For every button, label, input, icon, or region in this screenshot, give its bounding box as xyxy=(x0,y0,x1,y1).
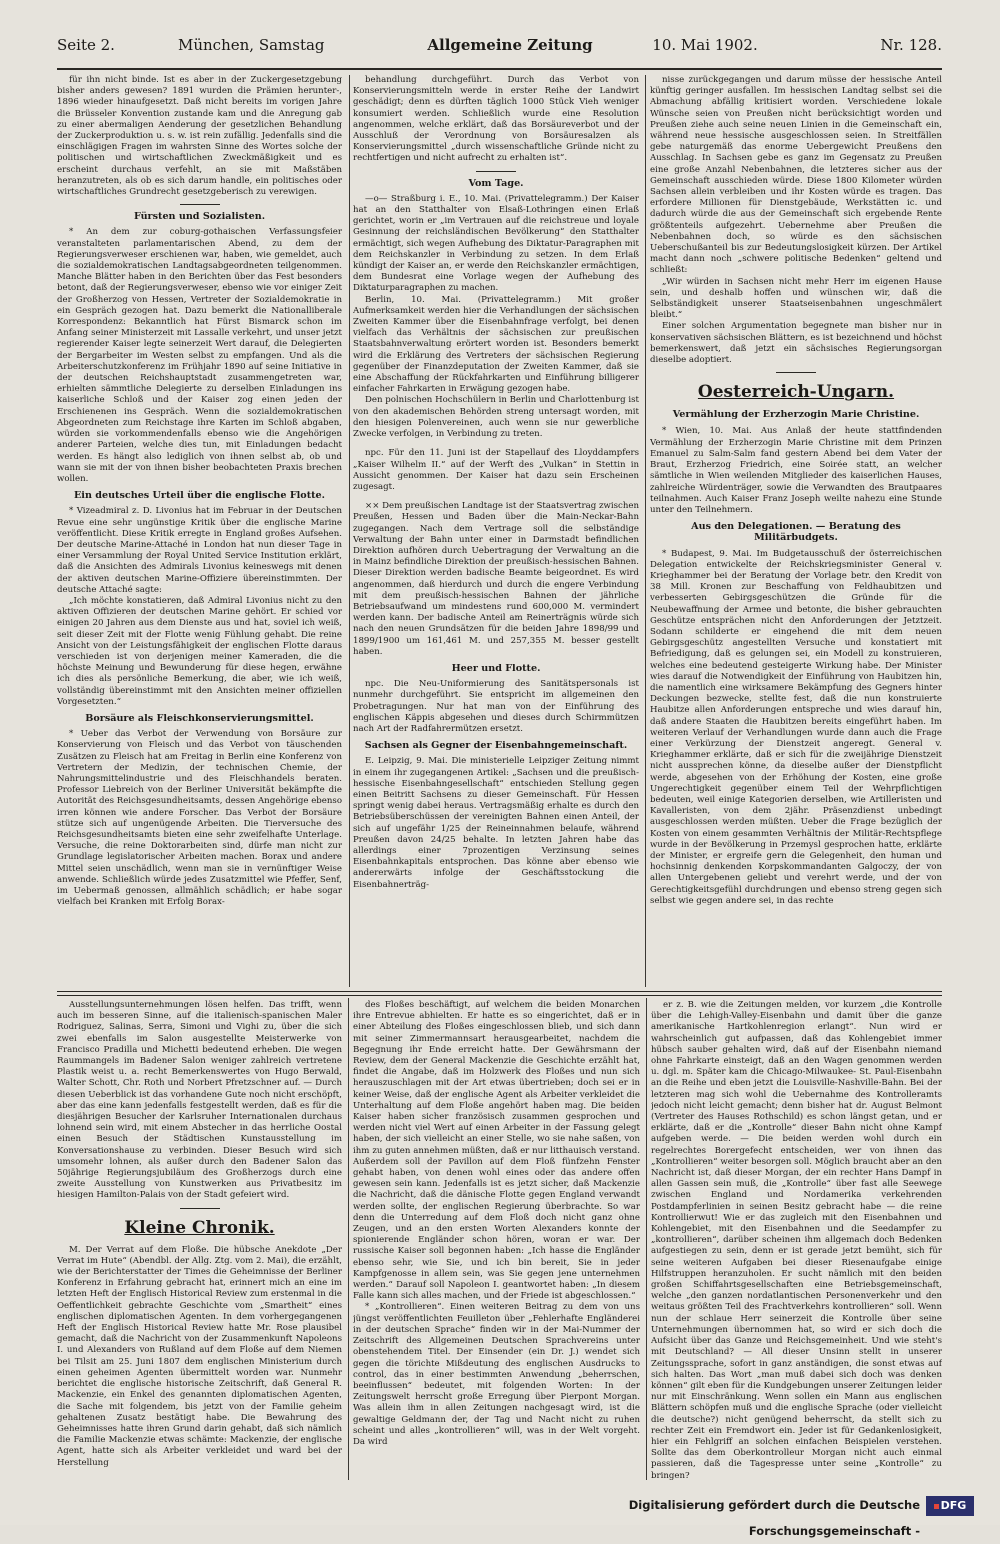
column-4 xyxy=(57,1000,342,1480)
paragraph: des Floßes beschäftigt, auf welchem die beiden Monarchen ihre Entrevue abhielten. Er hatte es so eingerichtet, daß er in einer Abteilung des Floßes eingeschlossen blieb, und sich dann mit seiner Zimmermannsart herausgearbeitet, nachdem die Begegnung ihr Ende erreicht hatte. Der Gewährsmann der Review, dem der General Mackenzie die Geschichte erzählt hat, findet die Angabe, daß im Holzwerk des Floßes und nun sich herauszuschlagen mit der Art etwas übertrieben; doch sei er in keiner Weise, daß der englische Agent als Arbeiter verkleidet die Unterhaltung auf dem Floße angehört haben mag. Die beiden Kaiser haben sicher französisch zusammen gesprochen und werden nicht viel Wert auf einen Arbeiter in der Fassung gelegt haben, der sich vielleicht an einer Stelle, wo sie nahe saßen, von ihm zu guten annehmen müßten, daß er nur litthauisch verstand. Außerdem soll der Pavillon auf dem Floß fünfzehn Fenster gehabt haben, von denen wohl eines oder das andere offen gewesen sein kann. Jedenfalls ist es jetzt sicher, daß Mackenzie die Nachricht, daß die dänische Flotte gegen England verwandt werden sollte, der englischen Regierung überbrachte. So war denn die Unterredung auf dem Floß doch nicht ganz ohne Zeugen, und an den ersten Worten Alexanders konnte der spionierende Engländer schon hören, woran er war. Der russische Kaiser soll begonnen haben: „Ich hasse die Engländer ebenso sehr, wie Sie, und ich bin bereit, Sie in jeder Kampfgenosse in allem sein, was Sie gegen jene unternehmen werden.“ Darauf soll Napoleon I. geantwortet haben: „In diesem Falle kann sich alles machen, und der Friede ist abgeschlossen.“ xyxy=(353,1000,640,1302)
section-heading: Oesterreich-Ungarn. xyxy=(697,382,895,403)
paragraph: * Wien, 10. Mai. Aus Anlaß der heute stattfindenden Vermählung der Erzherzogin Marie Christine mit dem Prinzen Emanuel zu Salm-Salm fand gestern Abend bei dem Vater der Braut, Erzherzog Friedrich, eine Soirée statt, an welcher sämtliche in Wien weilenden Mitglieder des kaiserlichen Hauses, zahlreiche Würdenträger, sowie die Verwandten des Brautpaares teilnahmen. Auch Kaiser Franz Joseph weilte nahezu eine Stunde unter den Teilnehmern. xyxy=(650,426,942,515)
newspaper-title: Allgemeine Zeitung xyxy=(427,36,593,54)
section-heading: Sachsen als Gegner der Eisenbahngemeinschaft. xyxy=(364,740,628,752)
issue-number: Nr. 128. xyxy=(880,36,942,54)
column-1 xyxy=(57,75,342,987)
section-rule xyxy=(776,372,816,373)
section-heading: Fürsten und Sozialisten. xyxy=(133,211,266,223)
paragraph: nisse zurückgegangen und darum müsse der hessische Anteil künftig geringer ausfallen. Im hessischen Landtag selbst sei die Abmachung abfällig kritisiert worden. Verschiedene lokale Wünsche seien von Preußen nicht berücksichtigt worden und Preußen ziehe auch seine neuen Linien in die Gemeinschaft ein, während neue hessische ausgeschlossen seien. In Streitfällen gebe naturgemäß das enorme Uebergewicht Preußens den Ausschlag. In Sachsen gebe es ganz im Gegensatz zu Preußen eine große Anzahl Nebenbahnen, die letzteres sicher aus der Gemeinschaft ausschieden würde. Diese 1800 Kilometer würden Sachsen allein verbleiben und ihr Kosten würde es tragen. Das erfordere Millionen für Dienstgebäude, Werkstätten ic. und dadurch würde die aus der Gemeinschaft sich ergebende Rente größtenteils aufgezehrt. Uebernehme aber Preußen die Nebenbahnen doch, so würde es den sächsischen Ueberschußanteil bis zur Bedeutungslosigkeit kürzen. Der Artikel macht dann noch „schwere politische Bedenken“ geltend und schließt: xyxy=(650,75,942,276)
section-heading: Aus den Delegationen. — Beratung des Militärbudgets. xyxy=(691,521,901,544)
section-heading: Heer und Flotte. xyxy=(451,662,541,674)
column-divider xyxy=(645,75,646,987)
section-rule xyxy=(476,171,516,172)
paragraph: —o— Straßburg i. E., 10. Mai. (Privattelegramm.) Der Kaiser hat an den Statthalter von Elsaß-Lothringen einen Erlaß gerichtet, worin er „im Vertrauen auf die reichstreue und loyale Gesinnung der reichsländischen Bevölkerung“ den Statthalter ermächtigt, sich wegen Aufhebung des Diktatur-Paragraphen mit dem Reichskanzler in Verbindung zu setzen. In dem Erlaß kündigt der Kaiser an, er werde den Reichskanzler ermächtigen, dem Bundesrat eine Vorlage wegen der Aufhebung des Diktaturparagraphen zu machen. xyxy=(353,193,639,294)
column-divider xyxy=(349,75,350,987)
section-rule xyxy=(180,204,220,205)
footer-credit: Digitalisierung gefördert durch die Deutsche Forschungsgemeinschaft - xyxy=(628,1498,920,1538)
column-6 xyxy=(651,1000,942,1480)
paragraph: * „Kontrollieren“. Einen weiteren Beitrag zu dem von uns jüngst veröffentlichten Feuilleton über „Fehlerhafte Engländerei in der deutschen Sprache“ finden wir in der Mai-Nummer der Zeitschrift des Allgemeinen Deutschen Sprachvereins unter obenstehendem Titel. Der Einsender (ein Dr. J.) wendet sich gegen die törichte Mißdeutung des englischen Ausdrucks to control, das in einer bestimmten Anwendung „beherrschen, beeinflussen“ bedeutet, mit folgenden Worten: In der Zeitungswelt herrscht große Erregung über Pierpont Morgan. Was allein ihm in allen Zeitungen nachgesagt wird, ist die gewaltige Geldmann der, der Tag und Nacht nicht zu ruhen scheint und alles „kontrollieren“ will, was in der Welt vorgeht. Da wird xyxy=(353,1302,640,1447)
feuilleton-rule xyxy=(57,991,942,996)
paragraph: * Ueber das Verbot der Verwendung von Borsäure zur Konservierung von Fleisch und das Verbot von täuschenden Zusätzen zu Fleisch hat am Freitag in Berlin eine Konferenz von Vertretern der Medizin, der technischen Chemie, der Nahrungsmittelindustrie und des Fleischhandels beraten. Professor Liebreich von der Berliner Universität bekämpfte die Autorität des Reichsgesundheitsamts, dessen Angehörige ebenso irren können wie andere Forscher. Das Verbot der Borsäure stütze sich auf ungenügende Arbeiten. Die Tierversuche des Reichsgesundheitsamts bieten eine sehr zweifelhafte Unterlage. Versuche, die reine Doktorarbeiten sind, dürfe man nicht zur Grundlage legislatorischer Arbeiten machen. Borax und andere Mittel seien unschädlich, wenn man sie in vernünftiger Weise anwende. Schließlich würde jedes Zusatzmittel wie Pfeffer, Senf, im Uebermaß genossen, allmählich schädlich; er habe sogar vielfach bei Kranken mit Erfolg Borax- xyxy=(57,729,342,908)
paragraph: M. Der Verrat auf dem Floße. Die hübsche Anekdote „Der Verrat im Hute“ (Abendbl. der Allg. Ztg. vom 2. Mai), die erzählt, wie der Berichterstatter der Times die Geheimnisse der Berliner Konferenz in Erfahrung gebracht hat, erinnert mich an eine im letzten Heft der Englisch Historical Review zum erstenmal in die Oeffentlichkeit gebrachte Geschichte vom „Smartheit“ eines englischen diplomatischen Agenten. In dem vorhergegangenen Heft der Englisch Historical Review hatte Mr. Rose plausibel gemacht, daß die Nachricht von der Zusammenkunft Napoleons I. und Alexanders von Rußland auf dem Floße auf dem Niemen bei Tilsit am 25. Juni 1807 dem englischen Ministerium durch einen geheimen Agenten übermittelt worden war. Nunmehr berichtet die englische historische Zeitschrift, daß General R. Mackenzie, ein Enkel des genannten diplomatischen Agenten, die Sache mit folgendem, bis jetzt von der Familie geheim gehaltenen Zusatz bestätigt habe. Die Bewahrung des Geheimnisses hatte ihren Grund darin gehabt, daß sich nämlich die Familie Mackenzie etwas schämte: Mackenzie, der englische Agent, hatte sich als Arbeiter verkleidet und ward bei der Herstellung xyxy=(57,1244,342,1468)
section-heading: Vom Tage. xyxy=(468,177,524,189)
section-rule xyxy=(180,1208,220,1209)
paragraph: npc. Die Neu-Uniformierung des Sanitätspersonals ist nunmehr durchgeführt. Sie entspricht im allgemeinen den Probetragungen. Nur hat man von der Einführung des englischen Käppis abgesehen und dieses durch Schirmmützen nach Art der Radfahrermützen ersetzt. xyxy=(353,679,639,734)
column-divider xyxy=(646,998,647,1480)
paragraph: für ihn nicht binde. Ist es aber in der Zuckergesetzgebung bisher anders gewesen? 1891 wurden die Prämien herunter-, 1896 wieder hinaufgesetzt. Daß nicht bereits im vorigen Jahre die Brüsseler Konvention zustande kam und die Anregung gab zu einer abermaligen Aenderung der gesetzlichen Behandlung der Zuckerproduktion u. s. w. ist rein zufällig. Jedenfalls sind die einschlägigen Fragen im wahrsten Sinne des Wortes solche der politischen und wirtschaftlichen Zweckmäßigkeit und es erscheint durchaus verfehlt, an sie mit Maßstäben heranzutreten, als ob es sich darum handle, ein politisches oder wirtschaftliches Grundrecht gesetzgeberisch zu verewigen. xyxy=(57,75,342,198)
paragraph: * Vizeadmiral z. D. Livonius hat im Februar in der Deutschen Revue eine sehr ungünstige Kritik über die englische Marine veröffentlicht. Diese Kritik erregte in England großes Aufsehen. Der deutsche Marine-Attaché in London hat nun dieser Tage in einer Versammlung der Royal United Service Institution erklärt, daß die Ansichten des Admirals Livonius keineswegs mit denen der aktiven deutschen Marine-Offiziere übereinstimmten. Der deutsche Attaché sagte: xyxy=(57,506,342,595)
subheading: Vermählung der Erzherzogin Marie Christine. xyxy=(672,409,920,421)
paragraph: Ausstellungsunternehmungen lösen helfen. Das trifft, wenn auch im besseren Sinne, auf die italienisch-spanischen Maler Rodriguez, Salinas, Serra, Simoni und Vighi zu, über die sich zwei ebenfalls im Salon ausgestellte Meisterwerke von Francisco Pradilla und Michetti bedeutend erheben. Die wegen Raummangels im Badener Salon weniger zahlreich vertretene Plastik weist u. a. recht Bemerkenswertes von Hugo Berwald, Walter Schott, Chr. Roth und Norbert Pfretzschner auf. — Durch diesen Ueberblick ist das vorhandene Gute noch nicht erschöpft, aber das eine kann jedenfalls festgestellt werden, daß es für die diesjährigen Besucher der Karlsruher Internationalen durchaus lohnend sein wird, mit einem Abstecher in das herrliche Oostal einen Besuch der Städtischen Kunstausstellung im Konversationshause zu verbinden. Dieser Besuch wird sich umsomehr lohnen, als außer durch den Badener Salon das 50jährige Regierungsjubiläum des Großherzogs durch eine zweite Ausstellung von Kunstwerken aus Privatbesitz im hiesigen Hamilton-Palais von der Stadt gefeiert wird. xyxy=(57,1000,342,1201)
issue-date: 10. Mai 1902. xyxy=(652,36,758,54)
paragraph: er z. B. wie die Zeitungen melden, vor kurzem „die Kontrolle über die Lehigh-Valley-Eisenbahn und damit über die ganze amerikanische Hartkohlenregion erlangt“. Nun wird er wahrscheinlich gut aufpassen, daß das Kohlengebiet immer hübsch sauber gehalten wird, daß auf der Eisenbahn niemand ohne Fahrkarte einsteigt, daß an den Wagen genommen werden u. dgl. m. Später kam die Chicago-Milwaukee- St. Paul-Eisenbahn an die Reihe und eben jetzt die Louisville-Nashville-Bahn. Bei der letzteren mag sich wohl die Uebernahme des Kontrolleramts jedoch nicht leicht gemacht; denn bisher hat dr. August Belmont (Vertreter des Hauses Rothschild) es schon längst getan, und er erklärte, daß er die „Kontrolle“ dieser Bahn nicht ohne Kampf aufgeben werde. — Die beiden werden wohl durch ein regelrechtes Borergefecht entscheiden, wer von ihnen das „Kontrollieren“ weiter besorgen soll. Möglich braucht aber an den Nachricht ist, daß dieser Morgan, der ein rechter Hans Dampf in allen Gassen sein muß, die „Kontrolle“ über fast alle Seewege zwischen England und Nordamerika verkehrenden Postdampferlinien in seinen Besitz gebracht habe — die reine Kontrollierwut! Wie er das zugleich mit den Eisenbahnen und Kohlengebiet, mit den Eisenbahnen und die Seedampfer zu „kontrollieren“, darüber scheinen ihm allgemach doch Bedenken aufgestiegen zu sein, denn er ist gerade jetzt bemüht, sich für seine weiteren Aufgaben bei dieser Riesenaufgabe einige Hilfstruppen heranzuholen. Er sucht nämlich mit den beiden großen Schiffahrtsgesellschaften eine Betriebsgemeinschaft, welche „den ganzen nordatlantischen Personenverkehr und den weitaus größten Teil des Frachtverkehrs kontrollieren“ soll. Wenn nun der schlaue Herr seinerzeit die Kontrolle über seine Unternehmungen übernommen hat, so wird er sich doch die Aufsicht über das Ganze und Reichsgemeinheit. Und wie steht's mit Deutschland? — All dieser Unsinn stellt in unserer Zeitungssprache, sofort in ganz anständigen, die sonst etwas auf sich halten. Das Wort „man muß dabei sich doch was denken können“ gilt eben für die Kundgebungen unserer Zeitungen leider nur mit Einschränkung. Wenn sollen ein Mann aus englischen Blättern schöpfen muß und die englische Sprache (oder vielleicht die deutsche?) nicht genügend beherrscht, da stellt sich zu rechter Zeit ein Fremdwort ein. Jeder ist für Gedankenlosigkeit, hier ein Fehlgriff an solchen einfachen Beispielen verstehen. Sollte das dem Oberkontrolleur Morgan nicht auch einmal passieren, daß die Tagespresse unter seine „Kontrolle“ zu bringen? xyxy=(651,1000,942,1480)
paragraph: ×× Dem preußischen Landtage ist der Staatsvertrag zwischen Preußen, Hessen und Baden über die Main-Neckar-Bahn zugegangen. Nach dem Vertrage soll die selbständige Verwaltung der Bahn unter einer in Darmstadt befindlichen Direktion aufhören durch Uebertragung der Verwaltung an die in Mainz befindliche Direktion der preußisch-hessischen Bahnen. Dieser Direktion werden badische Beamte beigeordnet. Es wird angenommen, daß hierdurch und durch die engere Verbindung mit dem preußisch-hessischen Bahnen der jährliche Betriebsaufwand um mindestens rund 600,000 M. vermindert werden kann. Der badische Anteil am Reinerträgnis würde sich nach den neuen Grundsätzen für die beiden Jahre 1898/99 und 1899/1900 um 161,461 M. und 257,355 M. besser gestellt haben. xyxy=(353,501,639,657)
column-5 xyxy=(353,1000,640,1480)
section-heading: Kleine Chronik. xyxy=(124,1217,275,1238)
paragraph: * An dem zur coburg-gothaischen Verfassungsfeier veranstalteten parlamentarischen Abend, zu dem der Regierungsverweser erschienen war, haben, wie gemeldet, auch die sozialdemokratischen Landtagsabgeordneten teilgenommen. Manche Blätter haben in den Berichten über das Fest besonders betont, daß der Regierungsverweser, ebenso wie vor einiger Zeit der Großherzog von Hessen, Vertreter der Sozialdemokratie in ein Gespräch gezogen hat. Dazu bemerkt die Nationalliberale Korrespondenz: Bekanntlich hat Fürst Bismarck schon im Anfang seiner Ministerzeit mit Lassalle verkehrt, und unser jetzt regierender Kaiser legte seinerzeit Wert darauf, die Delegierten der Bergarbeiter im Westen selbst zu empfangen. Und als die Arbeiterschutzkonferenz im Frühjahr 1890 auf seine Initiative in der deutschen Reichshauptstadt zusammengetreten war, erhielten sämmtliche Delegierte zu derselben Einladungen ins kaiserliche Schloß und der Kaiser zog einen jeden der Erschienenen ins Gespräch. Wenn die sozialdemokratischen Abgeordneten zum Reichstage ihre Karten im Schloß abgaben, würden sie vorkommendenfalls ebenso wie die Angehörigen anderer Parteien, welche dies tun, mit Einladungen bedacht werden. Es hängt also lediglich von ihnen selbst ab, ob und wann sie mit der von ihnen bisher beobachteten Praxis brechen wollen. xyxy=(57,227,342,484)
column-3 xyxy=(650,75,942,987)
paragraph: npc. Für den 11. Juni ist der Stapellauf des Lloyddampfers „Kaiser Wilhelm II.“ auf der Werft des „Vulkan“ in Stettin in Aussicht genommen. Der Kaiser hat dazu sein Erscheinen zugesagt. xyxy=(353,448,639,492)
section-heading: Borsäure als Fleischkonservierungsmittel. xyxy=(85,712,314,724)
paragraph: * Budapest, 9. Mai. Im Budgetausschuß der österreichischen Delegation entwickelte der Reichskriegsminister General v. Krieghammer bei der Beratung der Vorlage betr. den Kredit von 38 Mill. Kronen zur Beschaffung von Feldhaubitzen und verbesserten Gebirgsgeschützen die Gründe für die Neubewaffnung der Armee und betonte, die bisher gebrauchten Geschütze entsprächen nicht den Anforderungen der Jetztzeit. Sodann schilderte er eingehend die mit dem neuen Gebirgsgeschütz angestellten Versuche und konstatiert mit Befriedigung, daß es gelungen sei, ein Modell zu konstruieren, welches eine bedeutend gesteigerte Wirkung habe. Der Minister wies darauf die Notwendigkeit der Einführung von Haubitzen hin, die namentlich eine wirksamere Bekämpfung des Gegners hinter Deckungen bezwecke, stellte fest, daß die nun konstruierte Haubitze allen Anforderungen entspreche und wies darauf hin, daß andere Staaten die Haubitzen bereits eingeführt haben. Im weiteren Verlauf der Verhandlungen wurde dann auch die Frage einer Verkürzung der Dienstzeit angeregt. General v. Krieghammer erklärte, daß er sich für die zweijährige Dienstzeit nicht aussprechen könne, da dieselbe außer der Dienstpflicht werde, abgesehen von der Erhöhung der Kosten, eine große Ungerechtigkeit gegenüber einem Teil der Wehrpflichtigen bedeuten, weil einige Kategorien derselben, wie Artilleristen und Kavalleristen, von dem 2jähr. Präsenzdienst unbedingt ausgeschlossen werden müßten. Ueber die Frage bezüglich der Kosten von einem gesammten Verhältnis der Militär-Rechtspflege wurde in der Bevölkerung in Przemysl gesprochen hatte, erklärte der Minister, er ergreife gern die Gelegenheit, den human und hochsinnig denkenden Korpskommandanten Galgoczy, der von allen Untergebenen geliebt und verehrt werde, und der von Gerechtigkeitsgefühl durchdrungen und ebenso streng gegen sich selbst wie gegen andere sei, in das rechte xyxy=(650,548,942,906)
column-2 xyxy=(353,75,639,987)
quote: „Wir würden in Sachsen nicht mehr Herr im eigenen Hause sein, und deshalb hoffen und wünschen wir, daß die Selbständigkeit unserer Staatseisenbahnen ungeschmälert bleibt.“ xyxy=(650,276,942,321)
page-number: Seite 2. xyxy=(57,36,115,54)
paragraph: Einer solchen Argumentation begegnete man bisher nur in konservativen sächsischen Blättern, es ist bezeichnend und höchst bemerkenswert, daß jetzt ein sächsisches Regierungsorgan dieselbe adoptiert. xyxy=(650,321,942,366)
paragraph: Berlin, 10. Mai. (Privattelegramm.) Mit großer Aufmerksamkeit werden hier die Verhandlungen der sächsischen Zweiten Kammer über die Eisenbahnfrage verfolgt, bei denen vielfach das Verhältnis der sächsischen zur preußischen Staatsbahnverwaltung erörtert worden ist. Besonders bemerkt wird die Erklärung des Vertreters der sächsischen Regierung gegenüber der Finanzdeputation der Zweiten Kammer, daß sie eine Abschaffung der Rückfahrkarten und Einführung billigerer einfacher Fahrkarten in Erwägung gezogen habe. xyxy=(353,294,639,395)
header-rule xyxy=(57,68,942,70)
dfg-logo: DFG xyxy=(926,1496,974,1516)
paragraph: behandlung durchgeführt. Durch das Verbot von Konservierungsmitteln werde in erster Reihe der Landwirt geschädigt; denn es dürften täglich 1000 Stück Vieh weniger konsumiert werden. Schließlich wurde eine Resolution angenommen, welche erklärt, daß das Borsäureverbot und der Ausschluß der Verordnung von Borsäuresalzen als Konservierungsmittel „durch wissenschaftliche Gründe nicht zu rechtfertigen und nicht aufrecht zu erhalten ist“. xyxy=(353,75,639,164)
section-heading: Ein deutsches Urteil über die englische Flotte. xyxy=(73,490,326,502)
paragraph: „Ich möchte konstatieren, daß Admiral Livonius nicht zu den aktiven Offizieren der deutschen Marine gehört. Er schied vor einigen 20 Jahren aus dem Dienste aus und hat, soviel ich weiß, seit dieser Zeit mit der Flotte wenig Fühlung gehabt. Die reine Ansicht von der Leistungsfähigkeit der englischen Flotte daraus verschieden ist von derjenigen meiner Kameraden, die die höchste Meinung und Bewunderung für diese hegen, erwähne ich dies als persönliche Bemerkung, die aber, wie ich weiß, vollständig übereinstimmt mit den Ansichten meiner offiziellen Vorgesetzten.“ xyxy=(57,595,342,707)
paragraph: Den polnischen Hochschülern in Berlin und Charlottenburg ist von den akademischen Behörden streng untersagt worden, mit den hiesigen Polenvereinen, auch wenn sie nur gewerbliche Zwecke verfolgen, in Verbindung zu treten. xyxy=(353,395,639,440)
column-divider xyxy=(348,998,349,1480)
paragraph: E. Leipzig, 9. Mai. Die ministerielle Leipziger Zeitung nimmt in einem ihr zugegangenen Artikel: „Sachsen und die preußisch-hessische Eisenbahngesellschaft“ entschieden Stellung gegen einen Beitritt Sachsens zu dieser Gemeinschaft. Für Hessen springt wenig dabei heraus. Vertragsmäßig erhalte es durch den Betriebsüberschüssen der vereinigten Bahnen einen Anteil, der sich auf ungefähr 1/25 der Reineinnahmen belaufe, während Preußen davon 24/25 behalte. In letzten Jahren habe das allerdings einer 7prozentigen Verzinsung seines Eisenbahnkapitals entsprochen. Das könne aber ebenso wie andererwärts infolge der Geschäftsstockung die Eisenbahnerträg- xyxy=(353,756,639,890)
place-date: München, Samstag xyxy=(178,36,325,54)
